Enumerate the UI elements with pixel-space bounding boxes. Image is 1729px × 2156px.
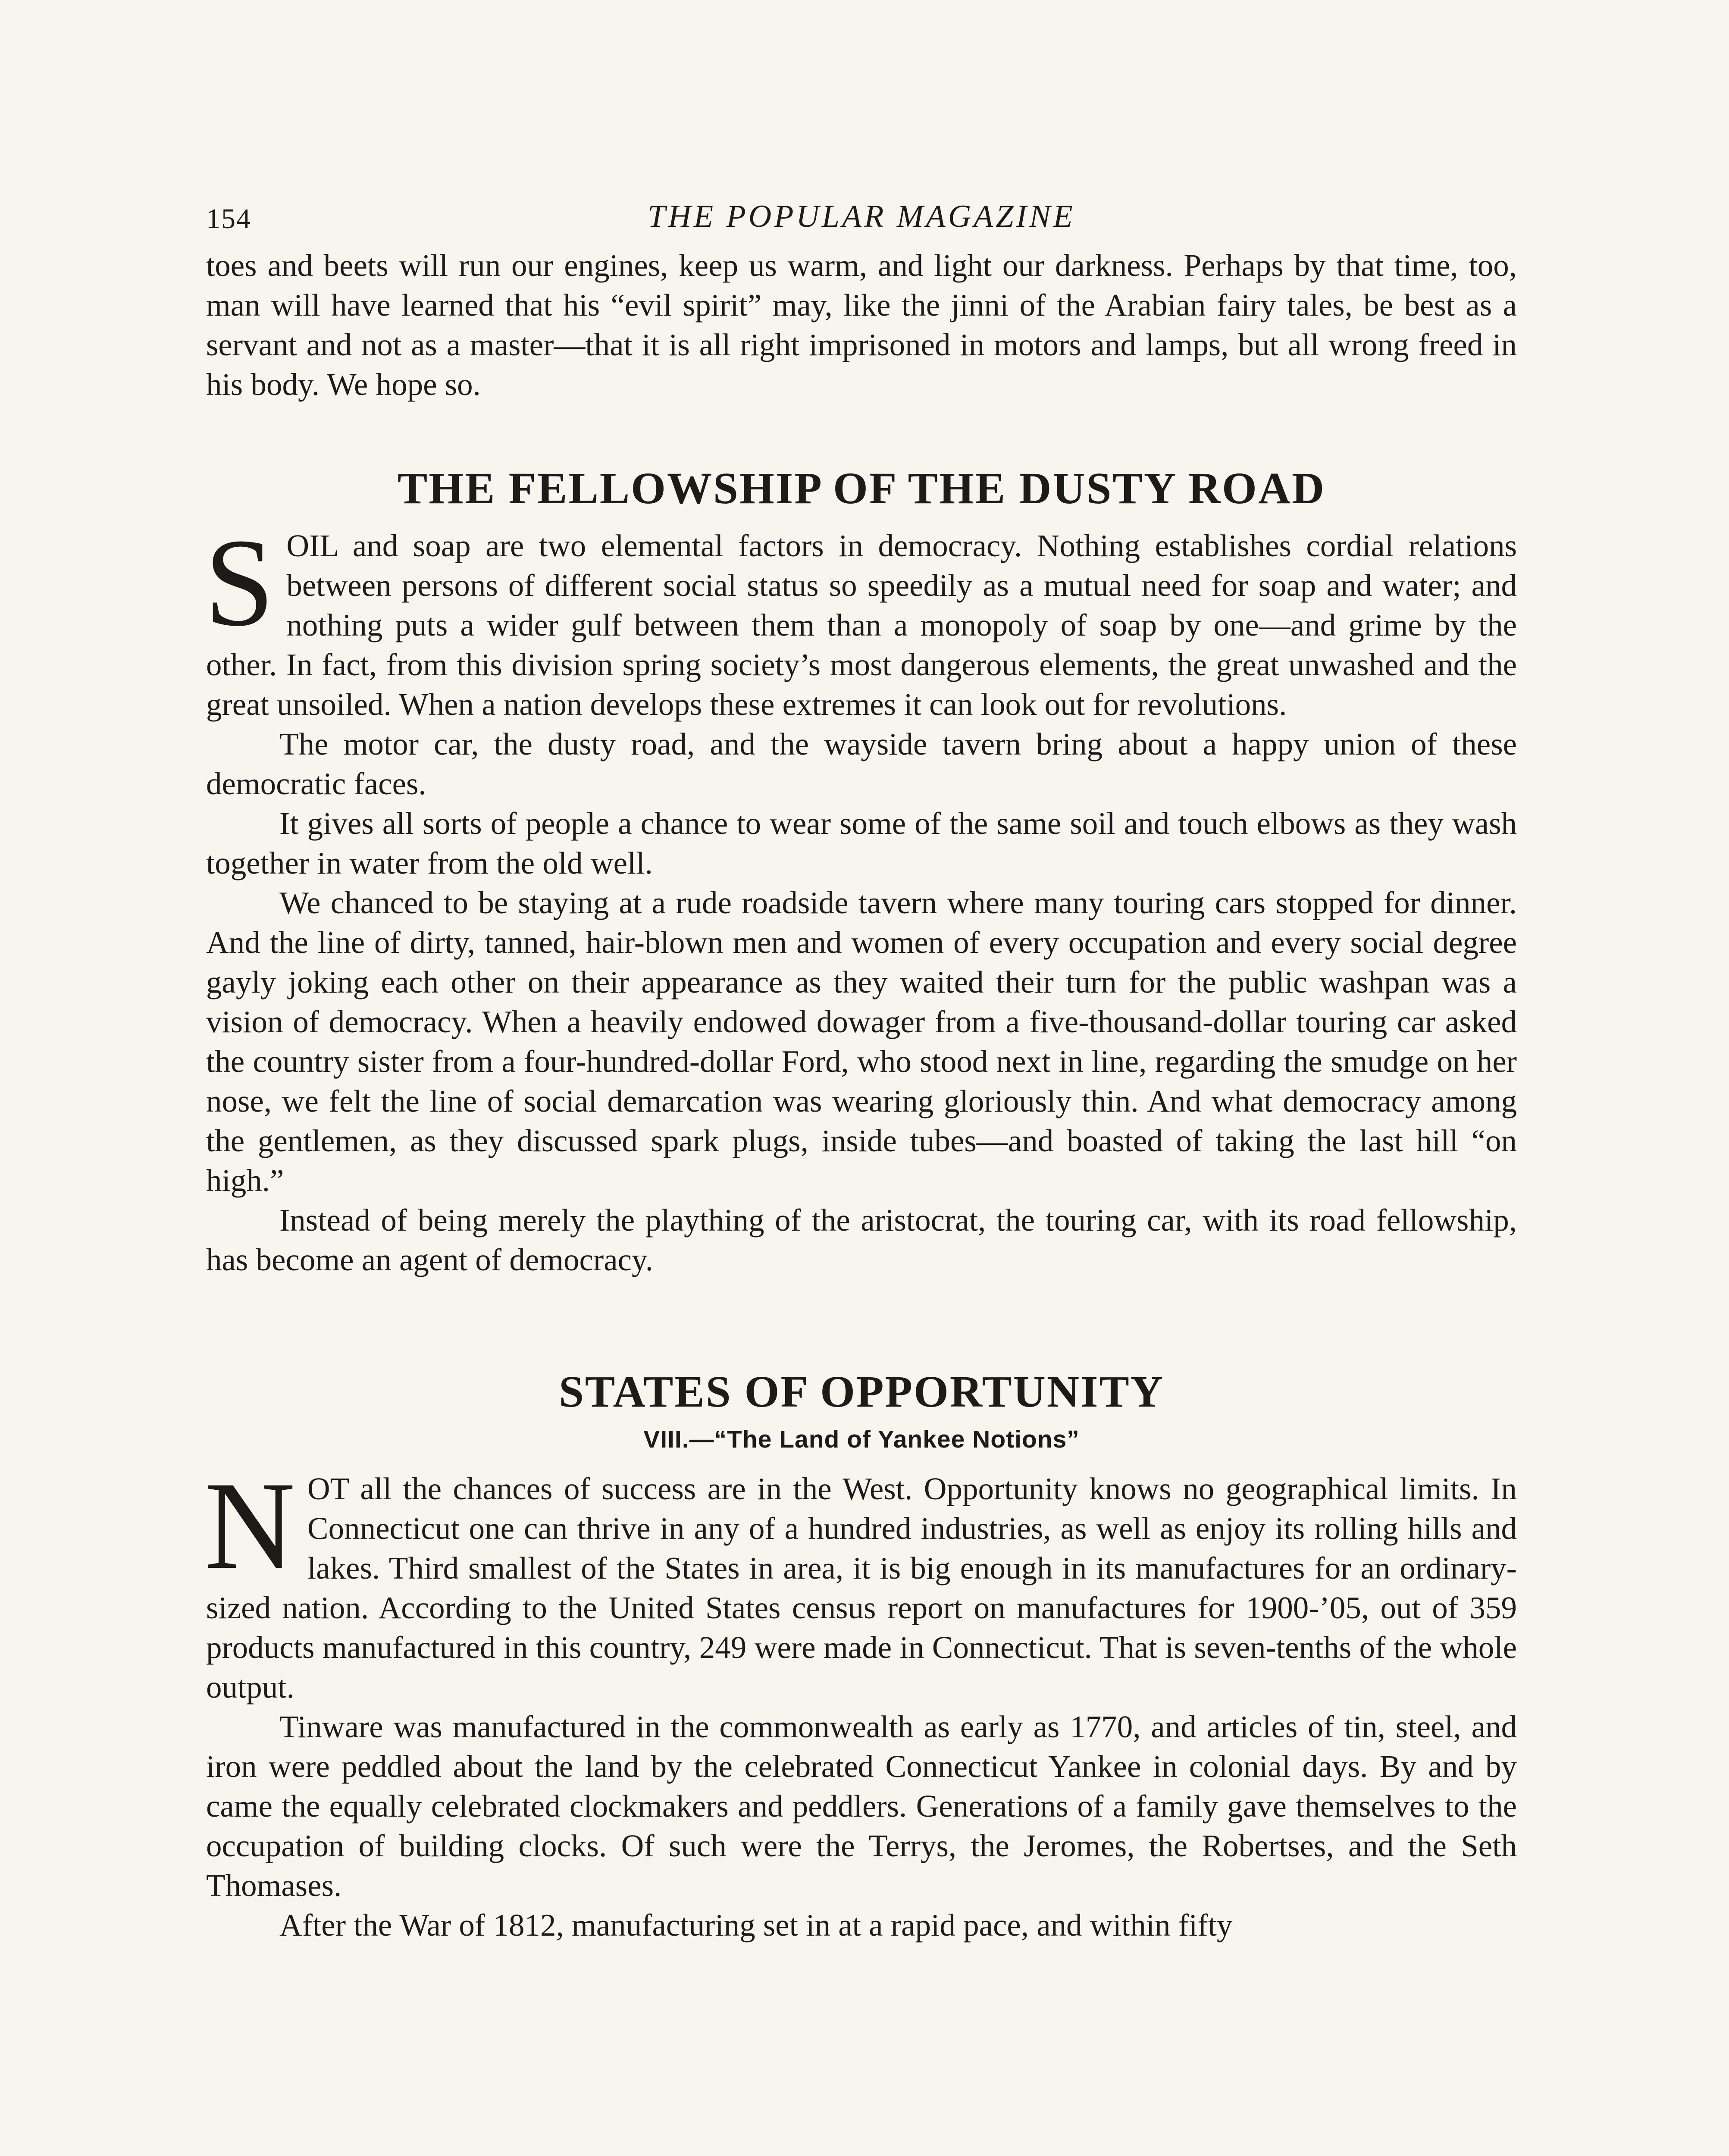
article1-paragraph: The motor car, the dusty road, and the wayside tavern bring about a happy union of these democratic faces.	[206, 727, 1517, 801]
article-title-states: STATES OF OPPORTUNITY	[559, 1367, 1164, 1416]
article2-paragraph: Tinware was manufactured in the commonwealth as early as 1770, and articles of tin, steel, and iron were peddled about the land by the celebrated Connecticut Yankee in colonial days. By and by came the equally celebrated clockmakers and peddlers. Generations of a family gave themselves to the occupation of building clocks. Of such were the Terrys, the Jeromes, the Robertses, and the Seth Thomases.	[206, 1709, 1517, 1903]
article1-paragraph: It gives all sorts of people a chance to wear some of the same soil and touch elbows as they wash together in water from the old well.	[206, 806, 1517, 881]
article2-first-paragraph	[204, 1456, 1517, 1707]
article1-paragraph: Instead of being merely the plaything of the aristocrat, the touring car, with its road fellowship, has become an agent of democracy.	[206, 1203, 1517, 1277]
article-subtitle: VIII.—“The Land of Yankee Notions”	[643, 1426, 1080, 1453]
article1-first-paragraph-text: OIL and soap are two elemental factors in democracy. Nothing establishes cordial relations between persons of different social status so speedily as a mutual need for soap and water; and nothing puts a wider gulf between them than a monopoly of soap by one—and grime by the other. In fact, from this division spring society’s most dangerous elements, the great unwashed and the great unsoiled. When a nation develops these extremes it can look out for revolutions.	[206, 528, 1517, 722]
intro-paragraph: toes and beets will run our engines, keep us warm, and light our darkness. Perhaps by that time, too, man will have learned that his “evil spirit” may, like the jinni of the Arabian fairy tales, be best as a servant and not as a master—that it is all right imprisoned in motors and lamps, but all wrong freed in his body. We hope so.	[206, 248, 1517, 402]
dropcap-n: N	[204, 1456, 295, 1595]
article1-first-paragraph	[204, 513, 1517, 724]
running-title: THE POPULAR MAGAZINE	[648, 199, 1075, 234]
page-content	[206, 190, 1517, 1945]
article2-first-paragraph-text: OT all the chances of success are in the West. Opportunity knows no geographical limits. In Connecticut one can thrive in any of a hundred industries, as well as enjoy its rolling hills and lakes. Third smallest of the States in area, it is big enough in its manufactures for an ordinary-sized nation. According to the United States census report on manufactures for 1900-’05, out of 359 products manufactured in this country, 249 were made in Connecticut. That is seven-tenths of the whole output.	[206, 1471, 1517, 1705]
running-head	[206, 190, 1517, 246]
dropcap-s: S	[204, 513, 275, 652]
article1-paragraph: We chanced to be staying at a rude roadside tavern where many touring cars stopped for dinner. And the line of dirty, tanned, hair-blown men and women of every occupation and every social degree gayly joking each other on their appearance as they waited their turn for the public washpan was a vision of democracy. When a heavily endowed dowager from a five-thousand-dollar touring car asked the country sister from a four-hundred-dollar Ford, who stood next in line, regarding the smudge on her nose, we felt the line of social demarcation was wearing gloriously thin. And what democracy among the gentlemen, as they discussed spark plugs, inside tubes—and boasted of taking the last hill “on high.”	[206, 885, 1517, 1198]
page-number: 154	[206, 203, 251, 235]
article-title-fellowship: THE FELLOWSHIP OF THE DUSTY ROAD	[397, 464, 1326, 513]
article2-paragraph: After the War of 1812, manufacturing set in at a rapid pace, and within fifty	[279, 1908, 1233, 1943]
